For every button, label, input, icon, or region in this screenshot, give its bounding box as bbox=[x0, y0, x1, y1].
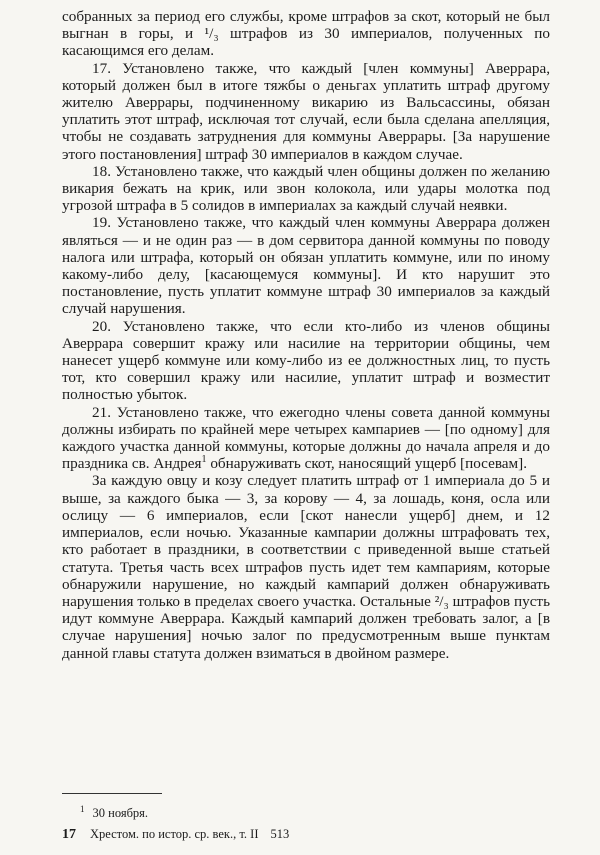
paragraph-19: 19. Установлено также, что каждый член коммуны Аверрара должен являться — и не один раз — в дом сервитора данной коммуны по поводу налога или штрафа, который он обязан уплатить коммуне, или по иному какому-либо делу, [касающемуся коммуны]. И кто нарушит это постановление, пусть уплатит коммуне штраф 30 империалов за каждый случай нарушения. bbox=[62, 214, 550, 318]
footnote-number: 1 bbox=[80, 804, 85, 814]
page-number: 513 bbox=[270, 827, 290, 841]
paragraph-20: 20. Установлено также, что если кто-либо из членов общины Аверрара совершит кражу или насилие на территории общины, чем нанесет ущерб коммуне или кому-либо из ее должностных лиц, то пусть тот, кто совершил кражу или насилие, уплатит штраф и возместит полностью убыток. bbox=[62, 317, 550, 404]
footnote-divider bbox=[62, 793, 162, 794]
page-footer bbox=[62, 826, 289, 843]
signature-mark: 17 bbox=[62, 827, 76, 842]
main-text bbox=[62, 8, 550, 662]
book-title: Хрестом. по истор. ср. век., т. II bbox=[90, 827, 259, 841]
paragraph-continuation: собранных за период его службы, кроме штрафов за скот, который не был выгнан в горы, и ¹/₃ штрафов из 30 империалов, полученных по касающимся его делам. bbox=[62, 8, 550, 60]
paragraph-21: 21. Установлено также, что ежегодно члены совета данной коммуны должны избирать по крайней мере четырех кампариев — [по одному] для каждого участка данной коммуны, которые должны до начала апреля и до праздника св. Андрея$^1$ обнаруживать скот, наносящий ущерб [посевам]. bbox=[62, 403, 550, 473]
footnote bbox=[80, 802, 148, 821]
paragraph-fines: За каждую овцу и козу следует платить штраф от 1 империала до 5 и выше, за каждого быка — 3, за корову — 4, за лошадь, коня, осла или ослицу — 6 империалов, если [скот нанесли ущерб] днем, и 12 империалов, если ночью. Указанные кампарии должны штрафовать тех, кто работает в праздники, в соответствии с приведенной выше статьей статута. Третья часть всех штрафов пусть идет тем кампариям, которые обнаружили нарушение, но каждый кампарий должен обнаруживать нарушения только в пределах своего участка. Остальные ²/₃ штрафов пусть идут коммуне Аверрара. Каждый кампарий должен требовать залог, а [в случае нарушения] ночью залог по предусмотренным выше пунктам данной главы статута должен взиматься в двойном размере. bbox=[62, 472, 550, 662]
paragraph-17: 17. Установлено также, что каждый [член коммуны] Аверрара, который должен был в итоге тяжбы о деньгах уплатить штраф другому жителю Аверрары, подчиненному викарию из Вальсассины, обязан уплатить этот штраф, исключая тот случай, если была сделана апелляция, чтобы не создавать затруднения для коммуны Аверрары. [За нарушение этого постановления] штраф 30 империалов в каждом случае. bbox=[62, 59, 550, 163]
footnote-ref: 1 bbox=[201, 454, 207, 466]
footnote-text: 30 ноября. bbox=[92, 806, 149, 821]
paragraph-18: 18. Установлено также, что каждый член общины должен по желанию викария бежать на крик, или звон колокола, или удары молотка под угрозой штрафа в 5 солидов в империалах за каждый случай неявки. bbox=[62, 162, 550, 215]
